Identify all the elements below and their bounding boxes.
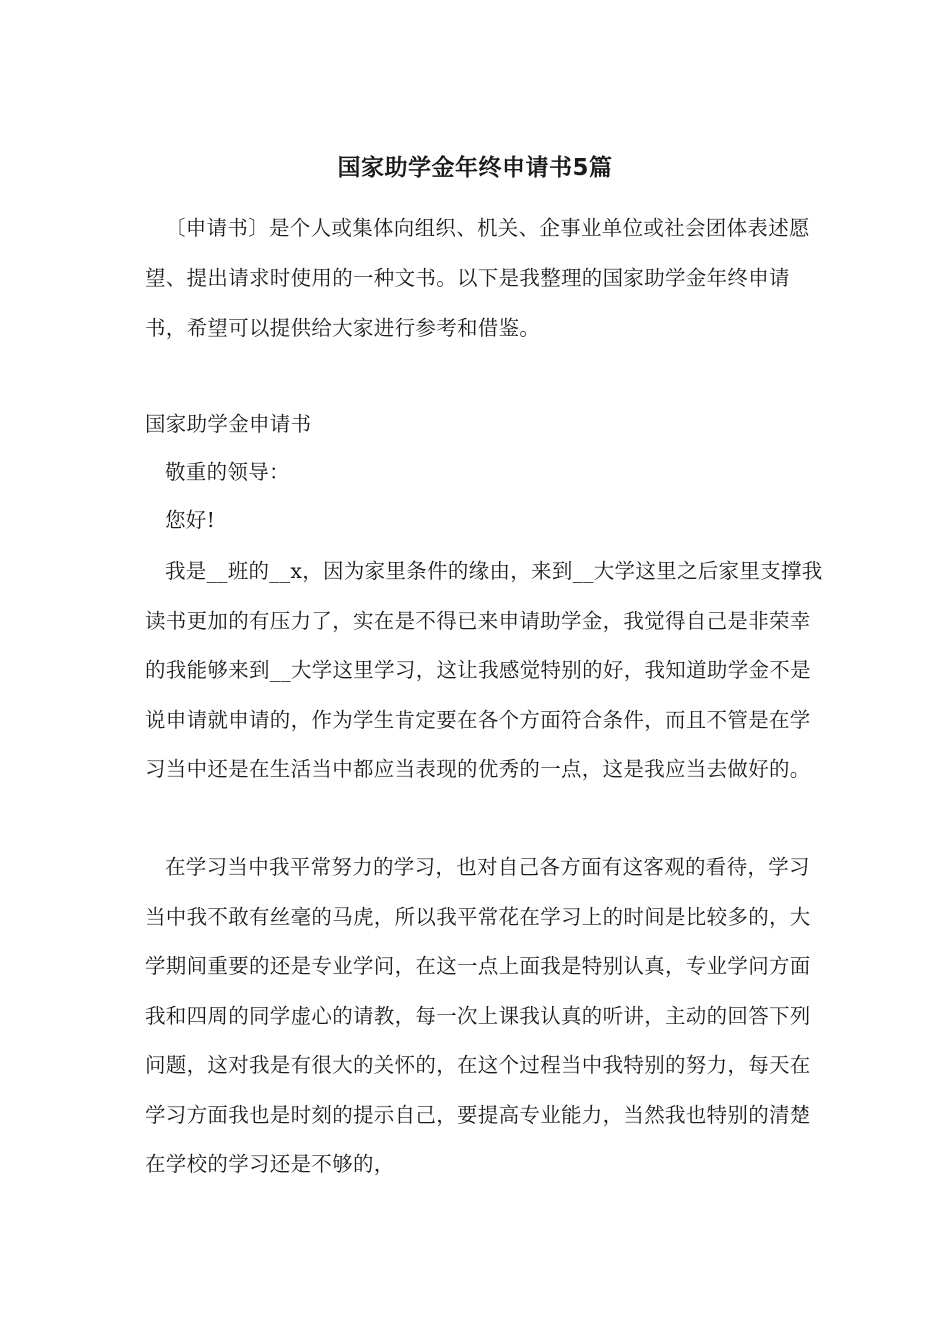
- greeting: 您好!: [165, 508, 216, 532]
- section-heading: 国家助学金申请书: [145, 412, 312, 436]
- salutation: 敬重的领导：: [165, 460, 290, 484]
- intro-text: 〔申请书〕是个人或集体向组织、机关、企事业单位或社会团体表述愿望、提出请求时使用的一种文书。以下是我整理的国家助学金年终申请书，希望可以提供给大家进行参考和借鉴。: [145, 216, 810, 340]
- document-title: 国家助学金年终申请书5篇: [337, 155, 613, 181]
- body-paragraph-2: 在学习当中我平常努力的学习，也对自己各方面有这客观的看待，学习当中我不敢有丝毫的马虎，所以我平常花在学习上的时间是比较多的，大学期间重要的还是专业学问，在这一点上面我是特别认真，专业学问方面我和四周的同学虚心的请教，每一次上课我认真的听讲，主动的回答下列问题，这对我是有很大的关怀的，在这个过程当中我特别的努力，每天在学习方面我也是时刻的提示自己，要提高专业能力，当然我也特别的清楚在学校的学习还是不够的，: [145, 855, 811, 1176]
- intro-paragraph: [145, 203, 825, 353]
- body-paragraph-1: 我是__班的__x，因为家里条件的缘由，来到__大学这里之后家里支撑我读书更加的有压力了，实在是不得已来申请助学金，我觉得自己是非荣幸的我能够来到__大学这里学习，这让我感觉特别的好，我知道助学金不是说申请就申请的，作为学生肯定要在各个方面符合条件，而且不管是在学习当中还是在生活当中都应当表现的优秀的一点，这是我应当去做好的。: [145, 559, 823, 781]
